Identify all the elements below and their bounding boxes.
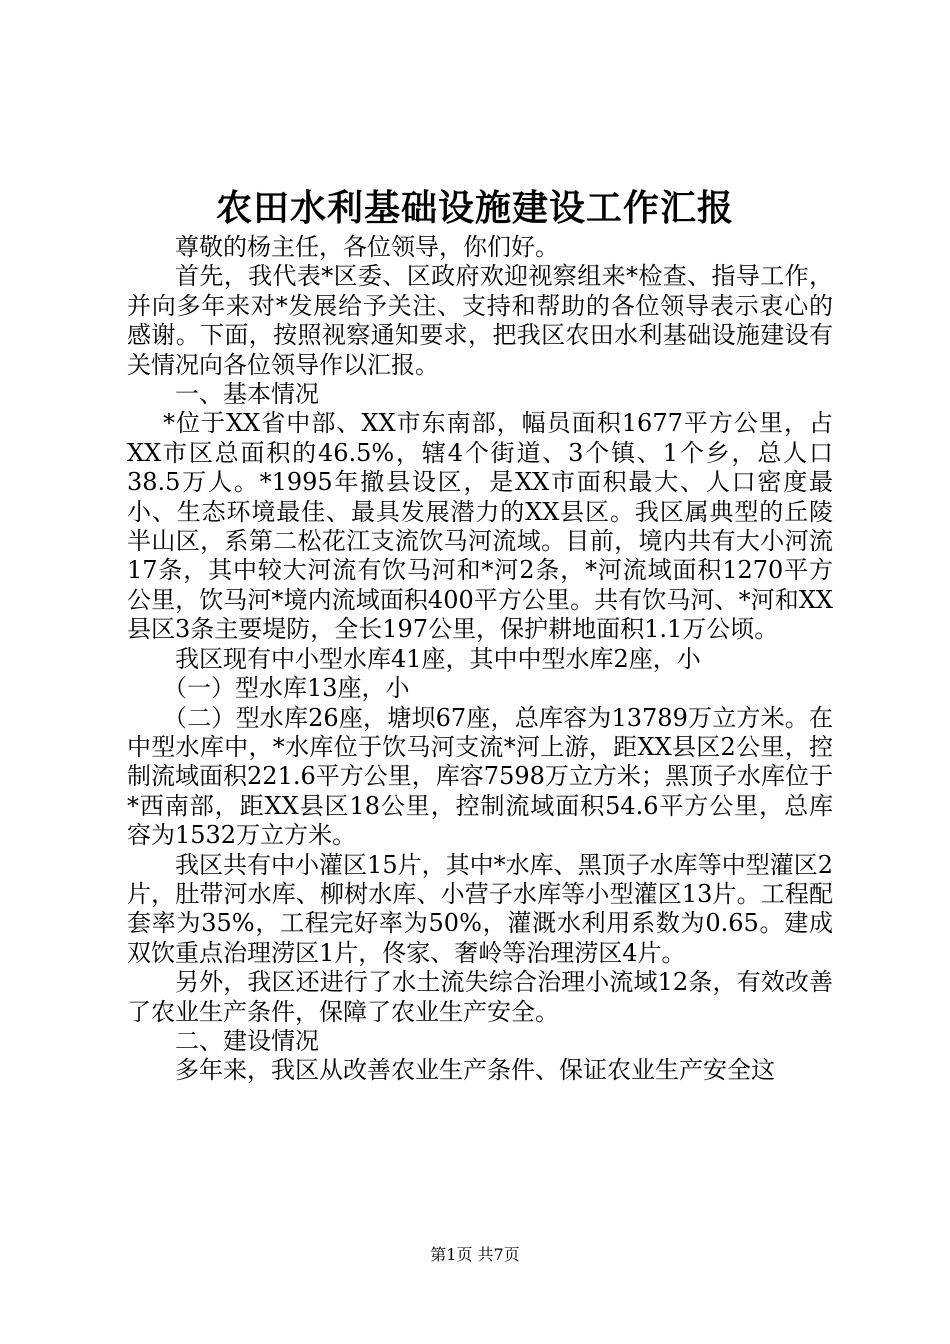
- reservoir-paragraph: 我区现有中小型水库41座，其中中型水库2座，小: [175, 644, 701, 673]
- intro-paragraph: 首先，我代表*区委、区政府欢迎视察组来*检查、指导工作，并向多年来对*发展给予关注、支持和帮助的各位领导表示衷心的感谢。下面，按照视察通知要求，把我区农田水利基础设施建设有关情况向各位领导作以汇报。: [127, 262, 833, 379]
- reservoir-item-2: （二）型水库26座，塘坝67座，总库容为13789万立方米。在中型水库中，*水库位于饮马河支流*河上游，距XX县区2公里，控制流域面积221.6平方公里，库容7598万立方米；黑顶子水库位于*西南部，距XX县区18公里，控制流域面积54.6平方公里，总库容为1532万立方米。: [127, 703, 833, 850]
- greeting-paragraph: 尊敬的杨主任，各位领导，你们好。: [175, 233, 559, 261]
- reservoir-item-1: （一）型水库13座，小: [163, 674, 410, 703]
- section-heading-basic: 一、基本情况: [175, 380, 319, 409]
- document-body: [127, 233, 833, 1086]
- page-footer: 第1页 共7页: [430, 1245, 520, 1264]
- construction-paragraph: 多年来，我区从改善农业生产条件、保证农业生产安全这: [175, 1056, 775, 1085]
- document-title: 农田水利基础设施建设工作汇报: [215, 187, 734, 229]
- irrigation-paragraph: 我区共有中小灌区15片，其中*水库、黑顶子水库等中型灌区2片，肚带河水库、柳树水库、小营子水库等小型灌区13片。工程配套率为35%，工程完好率为50%，灌溉水利用系数为0.65。建成双饮重点治理涝区1片，佟家、奢岭等治理涝区4片。: [127, 850, 833, 967]
- soil-erosion-paragraph: 另外，我区还进行了水土流失综合治理小流域12条，有效改善了农业生产条件，保障了农业生产安全。: [127, 968, 833, 1026]
- section-heading-construction: 二、建设情况: [175, 1026, 319, 1055]
- basic-info-paragraph: *位于XX省中部、XX市东南部，幅员面积1677平方公里，占XX市区总面积的46.5%，辖4个街道、3个镇、1个乡，总人口38.5万人。*1995年撤县设区，是XX市面积最大、人口密度最小、生态环境最佳、最具发展潜力的XX县区。我区属典型的丘陵半山区，系第二松花江支流饮马河流域。目前，境内共有大小河流17条，其中较大河流有饮马河和*河2条，*河流域面积1270平方公里，饮马河*境内流域面积400平方公里。共有饮马河、*河和XX县区3条主要堤防，全长197公里，保护耕地面积1.1万公顷。: [127, 409, 833, 644]
